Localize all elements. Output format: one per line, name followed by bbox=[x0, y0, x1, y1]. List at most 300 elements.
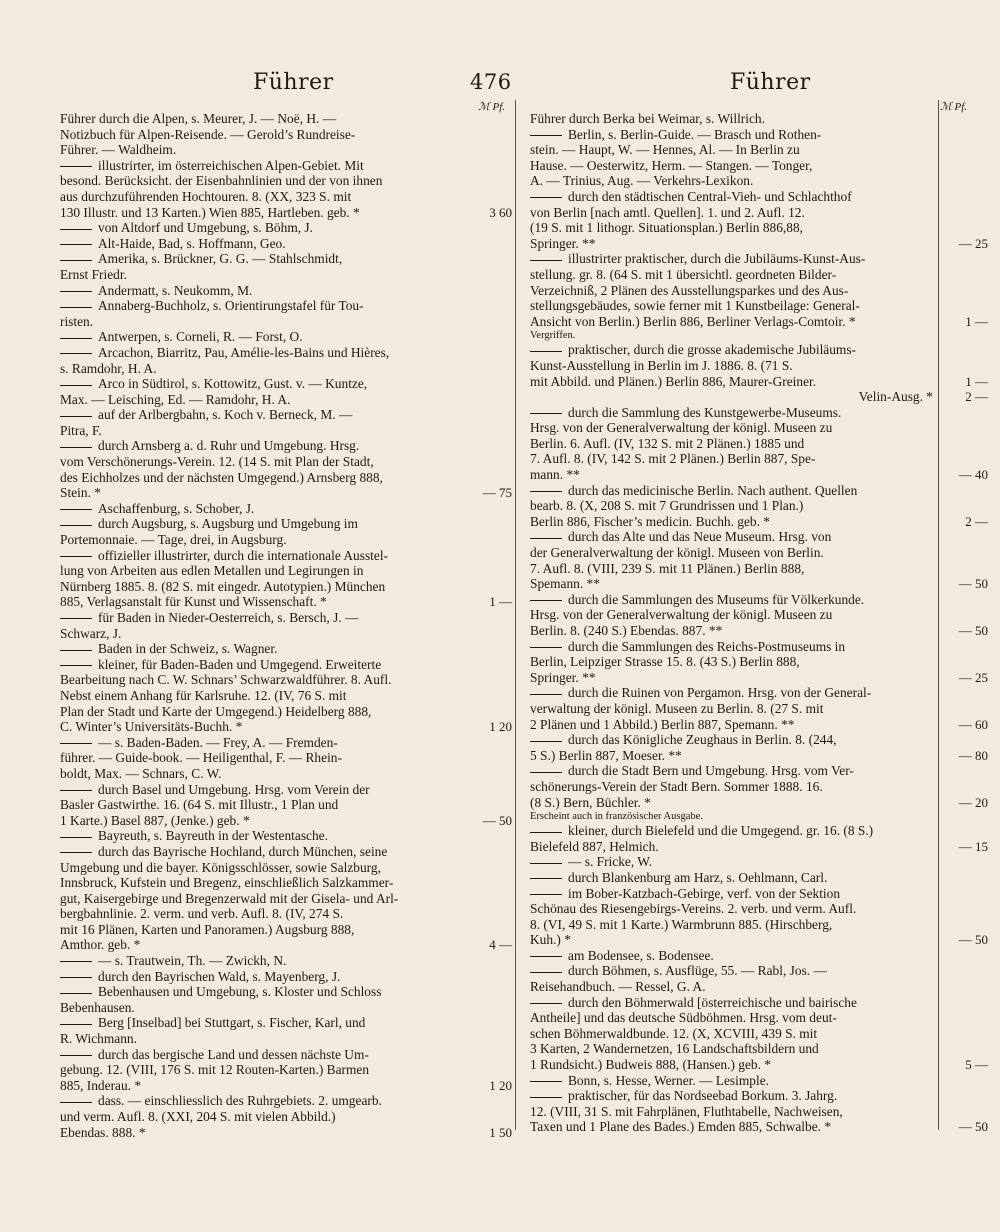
entry-line bbox=[530, 436, 933, 452]
entry-text: Berlin. 6. Aufl. (IV, 132 S. mit 2 Plänen.) 1885 und bbox=[530, 435, 805, 451]
entry-line bbox=[530, 592, 933, 608]
entry-price: — 20 bbox=[958, 794, 988, 810]
entry-text: Innsbruck, Kufstein und Bregenz, einschließlich Salzkammer- bbox=[60, 875, 394, 891]
entry-line bbox=[530, 901, 933, 917]
entry-line bbox=[530, 358, 933, 374]
catalog-entry bbox=[60, 1093, 512, 1140]
ditto-dash bbox=[530, 1097, 562, 1098]
page-number: 476 bbox=[470, 70, 512, 94]
entry-price: — 75 bbox=[482, 485, 512, 501]
left-column bbox=[60, 111, 512, 1140]
catalog-entry bbox=[60, 656, 512, 735]
entry-text: Ansicht von Berlin.) Berlin 886, Berliner Verlags-Comtoir. * bbox=[530, 313, 856, 329]
entry-line bbox=[530, 283, 933, 299]
catalog-entry bbox=[60, 220, 456, 236]
entry-price: — 50 bbox=[958, 576, 988, 592]
catalog-entry bbox=[530, 111, 933, 127]
entry-line bbox=[530, 670, 933, 686]
entry-text: — s. Baden-Baden. — Frey, A. — Fremden- bbox=[98, 734, 338, 750]
entry-line bbox=[60, 828, 456, 844]
entry-text: Bielefeld 887, Helmich. bbox=[530, 838, 659, 854]
entry-price: — 50 bbox=[958, 932, 988, 948]
entry-text: praktischer, durch die grosse akademische Jubiläums- bbox=[568, 342, 857, 358]
entry-text: Nürnberg 1885. 8. (82 S. mit eingedr. Autotypien.) München bbox=[60, 578, 386, 594]
entry-text: (19 S. mit 1 lithogr. Situationsplan.) Berlin 886,88, bbox=[530, 220, 804, 236]
entry-text: durch den städtischen Central-Vieh- und Schlachthof bbox=[568, 188, 852, 204]
entry-line bbox=[60, 111, 456, 127]
entry-line bbox=[530, 483, 933, 499]
catalog-entry bbox=[60, 969, 456, 985]
entry-text: Berlin. 8. (240 S.) Ebendas. 887. ** bbox=[530, 623, 723, 638]
entry-line bbox=[530, 467, 933, 483]
entry-text: des Eichholzes und der nächsten Umgegend.) Arnsberg 888, bbox=[60, 469, 383, 485]
ditto-dash bbox=[60, 790, 92, 791]
entry-text: gebung. 12. (VIII, 176 S. mit 12 Routen-Karten.) Barmen bbox=[60, 1062, 370, 1078]
catalog-entry bbox=[530, 963, 933, 994]
ditto-dash bbox=[60, 229, 92, 230]
entry-price: — 50 bbox=[482, 812, 512, 828]
ditto-dash bbox=[60, 307, 92, 308]
entry-line bbox=[530, 173, 933, 189]
column-divider bbox=[515, 100, 516, 1130]
entry-line bbox=[60, 220, 456, 236]
entry-text: Bebenhausen. bbox=[60, 999, 135, 1015]
entry-text: 7. Aufl. 8. (VIII, 239 S. mit 11 Plänen.) Berlin 888, bbox=[530, 560, 805, 576]
entry-text: mit 16 Plänen, Karten und Panoramen.) Augsburg 888, bbox=[60, 921, 355, 937]
entry-line bbox=[530, 1026, 933, 1042]
entry-text: aus durchzuführenden Hochtouren. 8. (XX, 323 S. mit bbox=[60, 188, 352, 204]
entry-line bbox=[530, 251, 933, 267]
entry-text: Führer durch Berka bei Weimar, s. Willrich. bbox=[530, 111, 765, 126]
entry-line bbox=[60, 969, 456, 985]
ditto-dash bbox=[60, 260, 92, 261]
catalog-entry bbox=[530, 251, 988, 342]
ditto-dash bbox=[60, 416, 92, 417]
entry-price: 1 — bbox=[489, 594, 512, 610]
ditto-dash bbox=[530, 772, 562, 773]
catalog-entry bbox=[60, 111, 456, 158]
entry-text: stein. — Haupt, W. — Hennes, Al. — In Berlin zu bbox=[530, 142, 800, 158]
entry-line bbox=[60, 548, 456, 564]
entry-line bbox=[60, 407, 456, 423]
entry-text: Führer. — Waldheim. bbox=[60, 142, 177, 158]
catalog-entry bbox=[60, 251, 456, 282]
entry-text: verwaltung der königl. Museen zu Berlin. 8. (27 S. mit bbox=[530, 700, 824, 716]
entry-price: — 40 bbox=[958, 467, 988, 483]
catalog-entry bbox=[60, 610, 456, 641]
entry-text: mann. ** bbox=[530, 467, 580, 483]
ditto-dash bbox=[60, 338, 92, 339]
entry-line bbox=[530, 451, 933, 467]
entry-text: Kuh.) * bbox=[530, 932, 571, 948]
entry-line bbox=[60, 563, 456, 579]
catalog-entry bbox=[530, 638, 988, 686]
entry-line bbox=[60, 657, 456, 673]
entry-text: A. — Trinius, Aug. — Verkehrs-Lexikon. bbox=[530, 173, 754, 189]
entry-text: praktischer, für das Nordseebad Borkum. 3. Jahrg. bbox=[568, 1088, 838, 1104]
entry-line bbox=[60, 205, 456, 221]
entry-text: auf der Arlbergbahn, s. Koch v. Berneck, M. — bbox=[98, 407, 353, 423]
entry-price: — 60 bbox=[958, 716, 988, 732]
entry-line bbox=[530, 948, 933, 964]
entry-text: bergbahnlinie. 2. verm. und verb. Aufl. 8. (IV, 274 S. bbox=[60, 906, 344, 922]
catalog-entry bbox=[530, 994, 988, 1073]
entry-text: Antheile] und das deutsche Südböhmen. Hrsg. vom deut- bbox=[530, 1010, 837, 1026]
entry-text: 8. (VI, 49 S. mit 1 Karte.) Warmbrunn 885. (Hirschberg, bbox=[530, 916, 833, 932]
entry-text: Arco in Südtirol, s. Kottowitz, Gust. v. — Kuntze, bbox=[98, 376, 368, 392]
ditto-dash bbox=[60, 618, 92, 619]
entry-text: durch das Bayrische Hochland, durch München, seine bbox=[98, 843, 388, 859]
entry-text: 1 Karte.) Basel 887, (Jenke.) geb. * bbox=[60, 812, 250, 828]
entry-line bbox=[60, 875, 456, 891]
entry-line bbox=[530, 1057, 933, 1073]
ditto-dash bbox=[530, 1003, 562, 1004]
ditto-dash bbox=[60, 1102, 92, 1103]
entry-line bbox=[530, 886, 933, 902]
entry-line bbox=[530, 854, 933, 870]
running-head-left: Führer bbox=[253, 70, 334, 95]
ditto-dash bbox=[60, 244, 92, 245]
ditto-dash bbox=[60, 743, 92, 744]
ditto-dash bbox=[60, 291, 92, 292]
catalog-entry bbox=[60, 828, 456, 844]
ditto-dash bbox=[60, 993, 92, 994]
entry-price: — 25 bbox=[958, 235, 988, 251]
entry-text: Notizbuch für Alpen-Reisende. — Gerold’s Rundreise- bbox=[60, 126, 356, 142]
entry-line bbox=[60, 641, 456, 657]
entry-price: 2 — bbox=[965, 389, 988, 405]
entry-line bbox=[60, 532, 456, 548]
entry-text: Berlin, Leipziger Strasse 15. 8. (43 S.) Berlin 888, bbox=[530, 654, 800, 670]
entry-text: und verm. Aufl. 8. (XXI, 204 S. mit vielen Abbild.) bbox=[60, 1109, 336, 1124]
entry-text: besond. Berücksicht. der Eisenbahnlinien und der von ihnen bbox=[60, 173, 383, 189]
entry-line bbox=[60, 127, 456, 143]
entry-text: — s. Trautwein, Th. — Zwickh, N. bbox=[98, 953, 287, 969]
ditto-dash bbox=[60, 353, 92, 354]
entry-text: Verzeichniß, 2 Plänen des Ausstellungsparkes und des Aus- bbox=[530, 282, 849, 298]
entry-price: 1 — bbox=[965, 313, 988, 329]
entry-text: s. Ramdohr, H. A. bbox=[60, 360, 157, 376]
entry-line bbox=[530, 374, 933, 390]
catalog-entry bbox=[530, 685, 988, 732]
catalog-entry bbox=[530, 732, 988, 763]
entry-text: 1 Rundsicht.) Budweis 888, (Hansen.) geb. * bbox=[530, 1057, 771, 1073]
entry-price: 4 — bbox=[489, 937, 512, 953]
entry-line bbox=[530, 314, 933, 330]
ditto-dash bbox=[60, 385, 92, 386]
entry-text: Andermatt, s. Neukomm, M. bbox=[98, 282, 253, 298]
entry-text: durch Basel und Umgebung. Hrsg. vom Verein der bbox=[98, 781, 370, 797]
entry-text: Springer. ** bbox=[530, 669, 596, 685]
entry-text: Basler Gastwirthe. 16. (64 S. mit Illustr., 1 Plan und bbox=[60, 797, 339, 813]
entry-line bbox=[60, 376, 456, 392]
entry-text: Stein. * bbox=[60, 485, 101, 501]
ditto-dash bbox=[530, 832, 562, 833]
entry-text: C. Winter’s Universitäts-Buchh. * bbox=[60, 719, 243, 735]
entry-text: offizieller illustrirter, durch die internationale Ausstel- bbox=[98, 547, 388, 563]
entry-line bbox=[530, 405, 933, 421]
entry-line bbox=[530, 342, 933, 358]
entry-text: durch den Böhmerwald [österreichische und bairische bbox=[568, 994, 857, 1010]
entry-line bbox=[530, 111, 933, 127]
ditto-dash bbox=[530, 694, 562, 695]
entry-line bbox=[530, 623, 933, 639]
entry-line bbox=[530, 1119, 933, 1135]
entry-line bbox=[530, 823, 933, 839]
entry-line bbox=[60, 1047, 456, 1063]
entry-text: durch das medicinische Berlin. Nach authent. Quellen bbox=[568, 482, 858, 498]
entry-text: durch die Sammlungen des Reichs-Postmuseums in bbox=[568, 638, 846, 654]
ditto-dash bbox=[530, 741, 562, 742]
entry-text: für Baden in Nieder-Oesterreich, s. Bersch, J. — bbox=[98, 610, 359, 625]
entry-text: durch das Alte und das Neue Museum. Hrsg. von bbox=[568, 529, 832, 545]
entry-text: Nebst einem Anhang für Karlsruhe. 12. (IV, 76 S. mit bbox=[60, 687, 347, 703]
entry-text: lung von Arbeiten aus edlen Metallen und Legirungen in bbox=[60, 563, 364, 579]
entry-line bbox=[60, 813, 456, 829]
entry-line bbox=[60, 922, 456, 938]
entry-line bbox=[530, 514, 933, 530]
ditto-dash bbox=[530, 538, 562, 539]
ditto-dash bbox=[530, 863, 562, 864]
entry-text: im Bober-Katzbach-Gebirge, verf. von der Sektion bbox=[568, 885, 841, 901]
entry-line bbox=[60, 423, 456, 439]
entry-line bbox=[530, 917, 933, 933]
entry-text: illustrirter, im österreichischen Alpen-Gebiet. Mit bbox=[98, 157, 364, 173]
ditto-dash bbox=[60, 525, 92, 526]
entry-text: Bearbeitung nach C. W. Schnars’ Schwarzwaldführer. 8. Aufl. bbox=[60, 672, 392, 688]
catalog-entry bbox=[530, 854, 933, 870]
entry-price: 1 20 bbox=[489, 1077, 512, 1093]
catalog-entry bbox=[60, 501, 456, 517]
catalog-entry bbox=[60, 547, 512, 610]
entry-text: 130 Illustr. und 13 Karten.) Wien 885, Hartleben. geb. * bbox=[60, 204, 360, 220]
catalog-entry bbox=[60, 953, 456, 969]
catalog-entry bbox=[60, 438, 512, 501]
entry-line bbox=[60, 766, 456, 782]
entry-text: 12. (VIII, 31 S. mit Fahrplänen, Fluthtabelle, Nachweisen, bbox=[530, 1103, 843, 1119]
entry-line bbox=[60, 392, 456, 408]
catalog-entry bbox=[530, 591, 988, 639]
entry-text: kleiner, durch Bielefeld und die Umgegend. gr. 16. (8 S.) bbox=[568, 823, 874, 839]
ditto-dash bbox=[60, 166, 92, 167]
entry-line bbox=[60, 314, 456, 330]
entry-price: — 50 bbox=[958, 1119, 988, 1135]
entry-line bbox=[60, 719, 456, 735]
catalog-entry bbox=[530, 763, 988, 823]
entry-line bbox=[60, 251, 456, 267]
entry-text: durch Augsburg, s. Augsburg und Umgebung im bbox=[98, 516, 358, 532]
entry-text: Amerika, s. Brückner, G. G. — Stahlschmidt, bbox=[98, 251, 343, 267]
ditto-dash bbox=[60, 665, 92, 666]
entry-line bbox=[60, 142, 456, 158]
entry-text: risten. bbox=[60, 313, 94, 329]
entry-line bbox=[530, 963, 933, 979]
entry-line bbox=[60, 470, 456, 486]
entry-text: — s. Fricke, W. bbox=[568, 854, 653, 870]
catalog-entry bbox=[530, 482, 988, 530]
entry-text: Ernst Friedr. bbox=[60, 266, 127, 282]
ditto-dash bbox=[60, 852, 92, 853]
entry-line bbox=[60, 1015, 456, 1031]
ditto-dash bbox=[530, 413, 562, 414]
entry-line bbox=[530, 236, 933, 252]
entry-line bbox=[60, 688, 456, 704]
catalog-entry bbox=[60, 781, 512, 829]
entry-text: Bonn, s. Hesse, Werner. — Lesimple. bbox=[568, 1072, 769, 1088]
entry-text: kleiner, für Baden-Baden und Umgegend. Erweiterte bbox=[98, 656, 382, 672]
catalog-entry bbox=[530, 870, 933, 886]
entry-line bbox=[530, 267, 933, 283]
ditto-dash bbox=[60, 1055, 92, 1056]
entry-text: Plan der Stadt und Karte der Umgegend.) Heidelberg 888, bbox=[60, 703, 372, 719]
ditto-dash bbox=[530, 1081, 562, 1082]
entry-price: 5 — bbox=[965, 1057, 988, 1073]
ditto-dash bbox=[530, 647, 562, 648]
entry-line bbox=[530, 870, 933, 886]
catalog-entry bbox=[530, 127, 933, 189]
entry-text: Reisehandbuch. — Ressel, G. A. bbox=[530, 979, 706, 995]
entry-line bbox=[530, 420, 933, 436]
catalog-entry bbox=[60, 329, 456, 345]
entry-text: Arcachon, Biarritz, Pau, Amélie-les-Bains und Hières, bbox=[98, 344, 390, 360]
entry-text: Taxen und 1 Plane des Bades.) Emden 885, Schwalbe. * bbox=[530, 1119, 832, 1135]
catalog-entry bbox=[60, 345, 456, 376]
entry-text: Umgebung und die bayer. Königsschlösser, sowie Salzburg, bbox=[60, 859, 381, 875]
entry-line bbox=[530, 1041, 933, 1057]
ditto-dash bbox=[60, 961, 92, 962]
ditto-dash bbox=[60, 447, 92, 448]
catalog-entry bbox=[60, 516, 456, 547]
entry-text: Kunst-Ausstellung in Berlin im J. 1886. 8. (71 S. bbox=[530, 357, 793, 373]
ditto-dash bbox=[530, 351, 562, 352]
catalog-entry bbox=[60, 376, 456, 407]
entry-line bbox=[530, 932, 933, 948]
entry-line bbox=[60, 860, 456, 876]
entry-line bbox=[60, 516, 456, 532]
entry-text: Antwerpen, s. Corneli, R. — Forst, O. bbox=[98, 329, 303, 345]
entry-line bbox=[530, 205, 933, 221]
entry-text: (8 S.) Bern, Büchler. * bbox=[530, 794, 651, 810]
catalog-entry bbox=[60, 283, 456, 299]
entry-line bbox=[530, 763, 933, 779]
entry-line bbox=[60, 610, 456, 626]
catalog-entry bbox=[530, 342, 988, 389]
entry-line bbox=[530, 839, 933, 855]
entry-text: 5 S.) Berlin 887, Moeser. ** bbox=[530, 747, 682, 763]
entry-text: durch Blankenburg am Harz, s. Oehlmann, Carl. bbox=[568, 869, 828, 885]
catalog-entry bbox=[530, 389, 988, 405]
entry-text: führer. — Guide-book. — Heiligenthal, F. — Rhein- bbox=[60, 750, 342, 766]
entry-text: durch die Stadt Bern und Umgebung. Hrsg. vom Ver- bbox=[568, 763, 854, 779]
entry-text: illustrirter praktischer, durch die Jubiläums-Kunst-Aus- bbox=[568, 251, 866, 267]
ditto-dash bbox=[60, 837, 92, 838]
currency-header-left: ℳ Pf. bbox=[478, 101, 506, 113]
entry-text: dass. — einschliesslich des Ruhrgebiets. 2. umgearb. bbox=[98, 1093, 382, 1109]
catalog-entry bbox=[60, 298, 456, 329]
entry-line bbox=[60, 782, 456, 798]
catalog-entry bbox=[60, 641, 456, 657]
entry-text: Springer. ** bbox=[530, 235, 596, 251]
catalog-entry bbox=[60, 157, 512, 220]
entry-line bbox=[60, 501, 456, 517]
entry-line bbox=[60, 937, 456, 953]
entry-line bbox=[60, 579, 456, 595]
entry-text: stellungsgebäudes, sowie ferner mit 1 Kunstbeilage: General- bbox=[530, 298, 860, 314]
entry-line bbox=[60, 189, 456, 205]
entry-line bbox=[60, 1000, 456, 1016]
entry-line bbox=[60, 704, 456, 720]
entry-text: Führer durch die Alpen, s. Meurer, J. — Noë, H. — bbox=[60, 111, 337, 126]
catalog-entry bbox=[60, 236, 456, 252]
entry-text: Hause. — Oesterwitz, Herm. — Stangen. — Tonger, bbox=[530, 157, 813, 173]
entry-line bbox=[530, 748, 933, 764]
ditto-dash bbox=[60, 509, 92, 510]
catalog-entry bbox=[60, 1015, 456, 1046]
entry-text: Annaberg-Buchholz, s. Orientirungstafel für Tou- bbox=[98, 298, 364, 314]
entry-text: Hrsg. von der Generalverwaltung der königl. Museen zu bbox=[530, 607, 833, 623]
entry-line bbox=[530, 498, 933, 514]
entry-line bbox=[60, 1109, 456, 1125]
entry-text: schönerungs-Verein der Stadt Bern. Sommer 1888. 16. bbox=[530, 778, 823, 794]
entry-text: von Berlin [nach amtl. Quellen]. 1. und 2. Aufl. 12. bbox=[530, 204, 805, 220]
entry-line bbox=[60, 1078, 456, 1094]
entry-line bbox=[60, 672, 456, 688]
entry-line bbox=[60, 361, 456, 377]
catalog-entry bbox=[530, 1073, 933, 1089]
entry-text: Schwarz, J. bbox=[60, 625, 122, 641]
entry-text: 885, Inderau. * bbox=[60, 1077, 142, 1093]
entry-line bbox=[530, 158, 933, 174]
ditto-dash bbox=[530, 894, 562, 895]
ditto-dash bbox=[60, 977, 92, 978]
entry-price: 1 20 bbox=[489, 719, 512, 735]
entry-text: Bebenhausen und Umgebung, s. Kloster und Schloss bbox=[98, 984, 382, 1000]
entry-line bbox=[530, 995, 933, 1011]
ditto-dash bbox=[530, 956, 562, 957]
entry-text: der Generalverwaltung der königl. Museen von Berlin. bbox=[530, 545, 824, 561]
entry-line bbox=[60, 438, 456, 454]
ditto-dash bbox=[530, 260, 562, 261]
entry-line bbox=[60, 750, 456, 766]
entry-line bbox=[60, 1093, 456, 1109]
entry-line bbox=[530, 1088, 933, 1104]
entry-text: Berlin, s. Berlin-Guide. — Brasch und Rothen- bbox=[568, 126, 822, 142]
entry-line bbox=[60, 1031, 456, 1047]
catalog-entry bbox=[530, 948, 933, 964]
catalog-entry bbox=[60, 407, 456, 438]
entry-line bbox=[60, 485, 456, 501]
entry-line bbox=[60, 236, 456, 252]
entry-line bbox=[530, 545, 933, 561]
ditto-dash bbox=[530, 972, 562, 973]
entry-line bbox=[530, 607, 933, 623]
entry-line bbox=[530, 639, 933, 655]
entry-text: Amthor. geb. * bbox=[60, 937, 141, 953]
entry-line bbox=[60, 906, 456, 922]
ditto-dash bbox=[530, 135, 562, 136]
entry-text: Velin-Ausg. * bbox=[858, 389, 933, 405]
catalog-entry bbox=[530, 885, 988, 948]
entry-text: Berlin 886, Fischer’s medicin. Buchh. geb. * bbox=[530, 513, 771, 529]
price-column-rule bbox=[938, 100, 939, 1130]
entry-line bbox=[60, 735, 456, 751]
ditto-dash bbox=[530, 600, 562, 601]
entry-text: bearb. 8. (X, 208 S. mit 7 Grundrissen und 1 Plan.) bbox=[530, 498, 804, 514]
entry-text: durch die Ruinen von Pergamon. Hrsg. von der General- bbox=[568, 685, 872, 701]
entry-text: Schönau des Riesengebirgs-Vereins. 2. verb. und verm. Aufl. bbox=[530, 901, 857, 917]
entry-price: 1 — bbox=[965, 373, 988, 389]
entry-line bbox=[530, 389, 933, 405]
